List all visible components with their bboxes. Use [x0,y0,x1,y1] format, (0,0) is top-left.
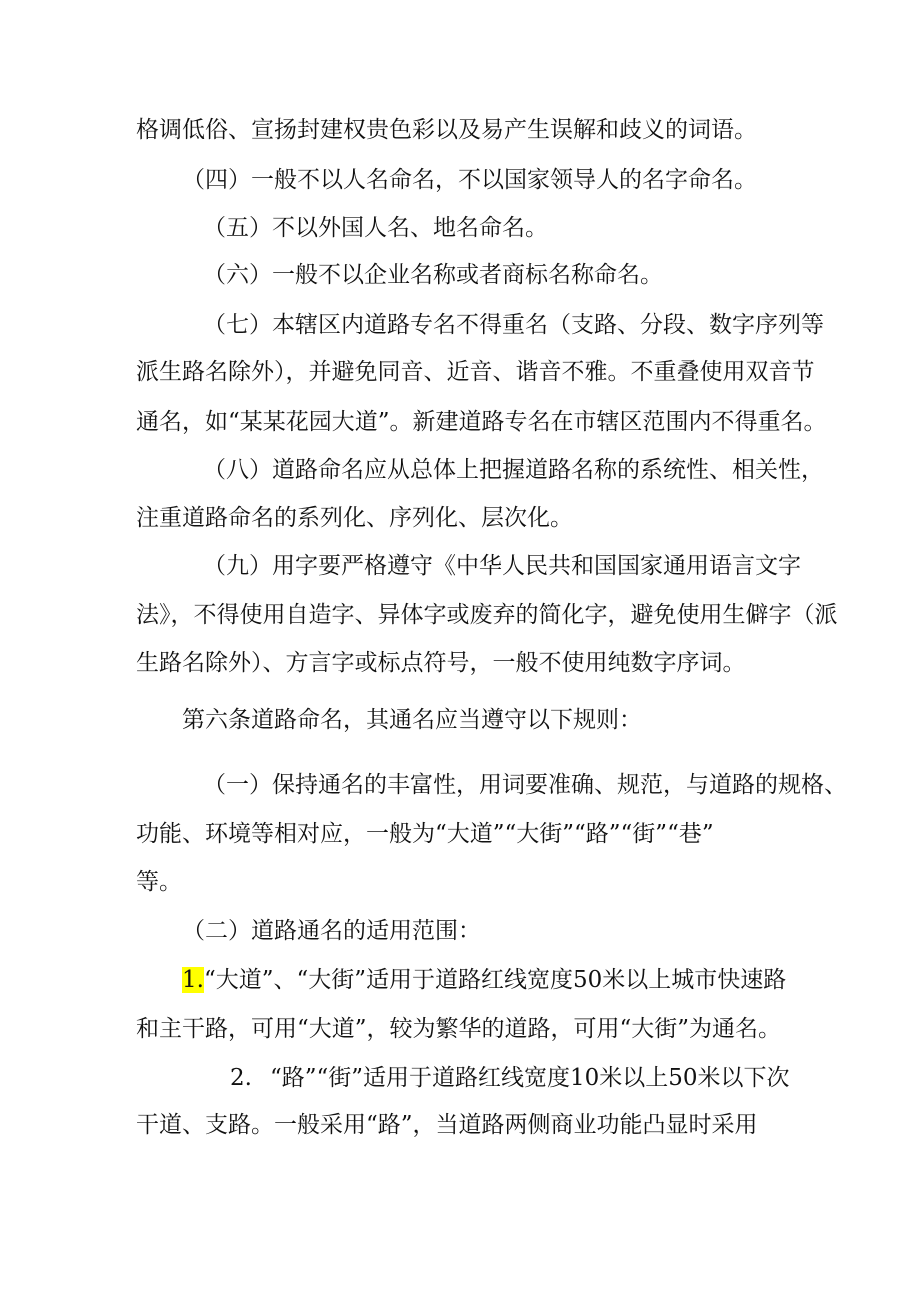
section-heading: 第六条道路命名，其通名应当遵守以下规则： [182,707,642,733]
list-item-text: “大道”、“大街”适用于道路红线宽度50米以上城市快速路 [203,967,787,993]
text-line: 通名，如“某某花园大道”。新建道路专名在市辖区范围内不得重名。 [136,409,827,435]
list-item-text: “路”“街”适用于道路红线宽度10米以上50米以下次 [269,1065,790,1091]
text-line: （八）道路命名应从总体上把握道路名称的系统性、相关性， [203,457,824,483]
text-line: 法》，不得使用自造字、异体字或废弃的简化字，避免使用生僻字（派 [136,602,838,628]
text-line: 注重道路命名的系列化、序列化、层次化。 [136,505,573,531]
text-line: （四）一般不以人名命名，不以国家领导人的名字命名。 [182,167,757,193]
list-marker-highlighted: 1. [182,967,204,993]
text-line: （七）本辖区内道路专名不得重名（支路、分段、数字序列等 [203,312,824,338]
text-line: （二）道路通名的适用范围： [182,918,481,944]
text-line: （九）用字要严格遵守《中华人民共和国国家通用语言文字 [203,553,801,579]
list-marker: 2. [230,1065,252,1091]
list-item [182,965,786,995]
text-line: 派生路名除外），并避免同音、近音、谐音不雅。不重叠使用双音节 [136,359,815,385]
text-line: 生路名除外）、方言字或标点符号，一般不使用纯数字序词。 [136,650,746,676]
list-item [230,1063,790,1093]
text-line: 和主干路，可用“大道”，较为繁华的道路，可用“大街”为通名。 [136,1016,782,1042]
text-line: （六）一般不以企业名称或者商标名称命名。 [203,262,663,288]
text-line: 功能、环境等相对应，一般为“大道”“大街”“路”“街”“巷” [136,821,714,847]
text-line: （五）不以外国人名、地名命名。 [203,215,548,241]
text-line: 格调低俗、宣扬封建权贵色彩以及易产生误解和歧义的词语。 [136,117,757,143]
text-line: （一）保持通名的丰富性，用词要准确、规范，与道路的规格、 [203,772,847,798]
text-line: 等。 [136,869,182,895]
text-line: 干道、支路。一般采用“路”，当道路两侧商业功能凸显时采用 [136,1112,758,1138]
